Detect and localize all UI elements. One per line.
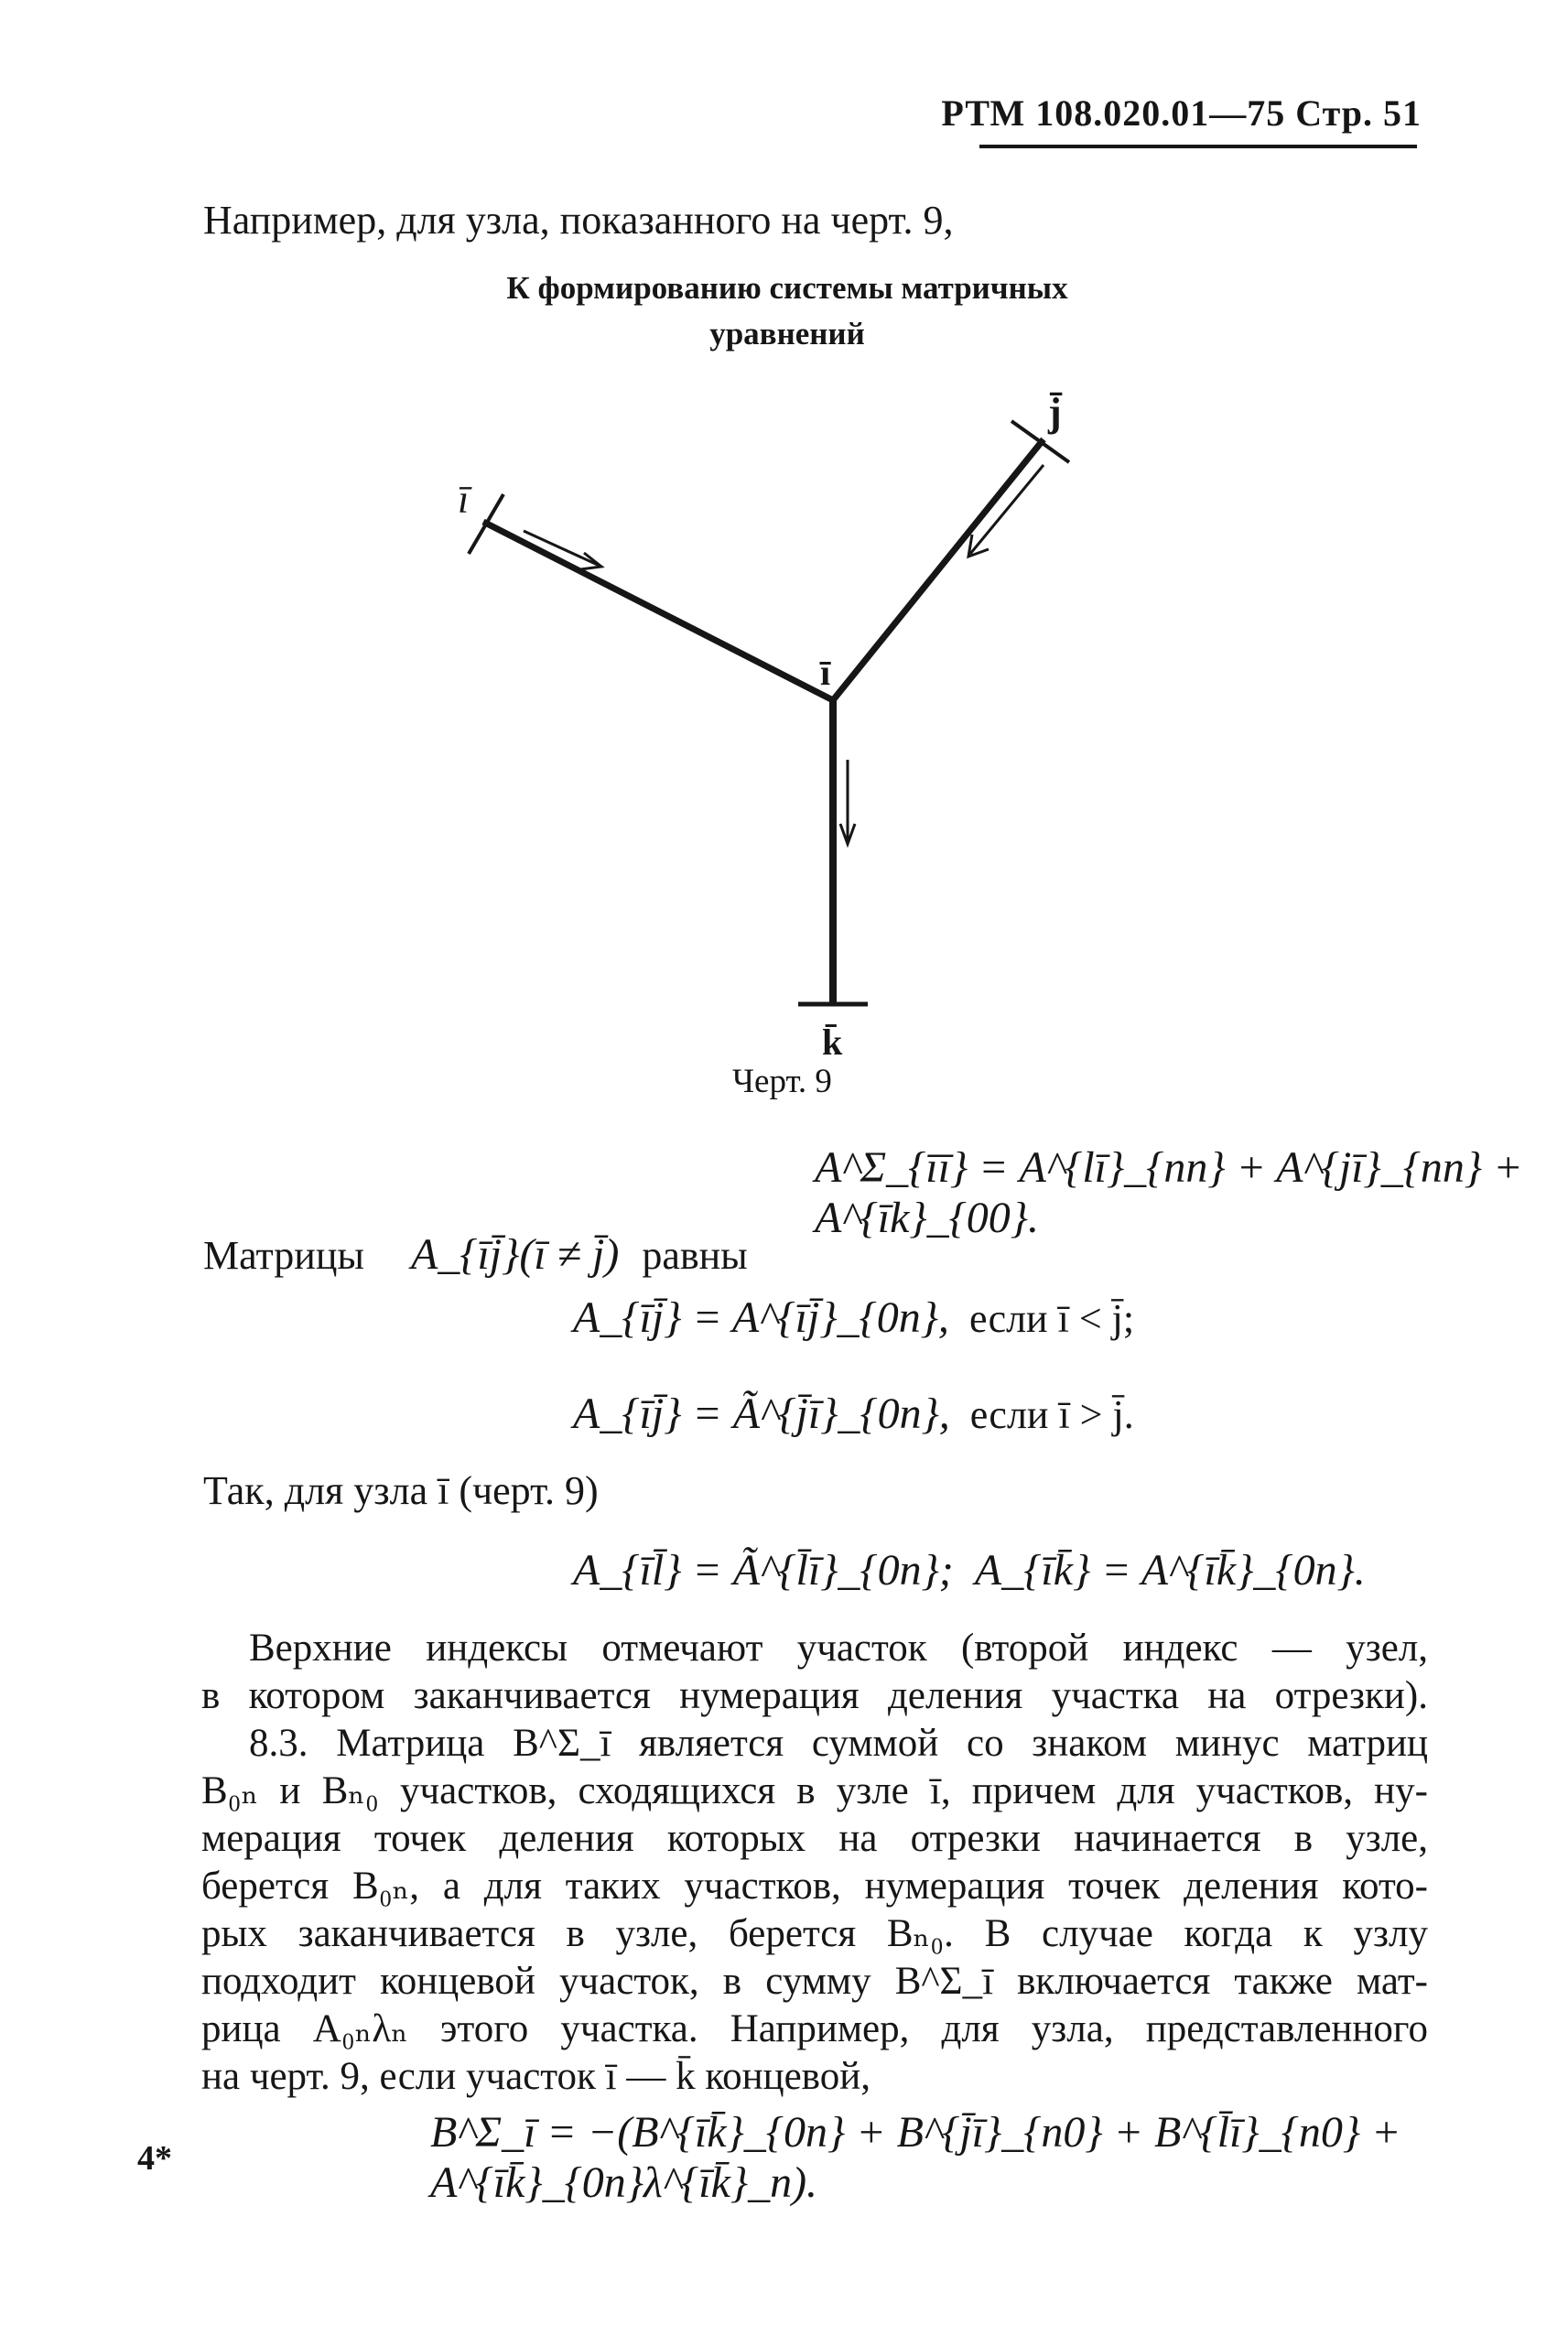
label-l: ī (458, 477, 470, 522)
matrices-expr: A_{īj̄}(ī ≠ j̄) (410, 1230, 620, 1279)
body-line-5: мерация точек деления которых на отрезки начинается в узле, (201, 1817, 1428, 1860)
matrices-prefix: Матрицы (203, 1233, 364, 1278)
body-line-9: рица A₀ₙλₙ этого участка. Например, для узла, представленного (201, 2007, 1428, 2050)
formula-5: B^Σ_ī = −(B^{īk̄}_{0n} + B^{j̄ī}_{n0} + B^{l̄ī}_{n0} + A^{īk̄}_{0n}λ^{īk̄}_n). (430, 2108, 1401, 2207)
formula-3-condition: если ī > j̄. (969, 1392, 1134, 1437)
label-k: k̄ (822, 1022, 843, 1062)
body-line-1: Верхние индексы отмечают участок (второй индекс — узел, (249, 1627, 1428, 1670)
branch-j (833, 439, 1044, 700)
body-line-4: B₀ₙ и Bₙ₀ участков, сходящихся в узле ī, причем для участков, ну- (201, 1769, 1428, 1812)
body-line-10: на черт. 9, если участок ī — k̄ концевой, (201, 2055, 871, 2098)
header-rule (979, 145, 1417, 148)
formula-3-row (573, 1387, 1134, 1444)
body-line-6: берется B₀ₙ, а для таких участков, нумерация точек деления кото- (201, 1865, 1428, 1908)
formula-2: A_{īj̄} = A^{īj̄}_{0n}, (573, 1293, 949, 1342)
formula-3: A_{īj̄} = Ã^{j̄ī}_{0n}, (573, 1390, 950, 1438)
arrow-j (968, 465, 1044, 557)
so-for-node-text: Так, для узла ī (черт. 9) (203, 1468, 599, 1513)
body-line-2: в котором заканчивается нумерация деления участка на отрезки). (201, 1674, 1428, 1717)
formula-2-condition: если ī < j̄; (968, 1296, 1135, 1341)
page-signature: 4* (137, 2139, 172, 2178)
matrices-line (203, 1227, 748, 1284)
intro-text: Например, для узла, показанного на черт. 9, (203, 198, 954, 243)
label-j: j̄ (1048, 390, 1062, 435)
label-center: ī (820, 652, 831, 693)
figure-title-line2: уравнений (709, 316, 865, 351)
formula-2-row (573, 1291, 1134, 1347)
figure-title (421, 265, 1153, 357)
body-line-7: рых заканчивается в узле, берется Bₙ₀. В случае когда к узлу (201, 1912, 1428, 1955)
branch-l (483, 522, 833, 700)
body-line-8: подходит концевой участок, в сумму B^Σ_ī включается также мат- (201, 1960, 1428, 2003)
formula-4: A_{īl̄} = Ã^{l̄ī}_{0n}; A_{īk̄} = A^{īk̄}_{0n}. (573, 1546, 1366, 1595)
matrices-suffix: равны (642, 1233, 748, 1278)
figure-caption: Черт. 9 (732, 1063, 832, 1100)
body-line-3: 8.3. Матрица B^Σ_ī является суммой со знаком минус матриц (249, 1722, 1428, 1765)
figure-diagram (412, 366, 1144, 1062)
formula-1: A^Σ_{īī} = A^{lī}_{nn} + A^{jī}_{nn} + A^{īk}_{00}. (815, 1143, 1523, 1242)
arrow-k (840, 760, 855, 844)
figure-title-line1: К формированию системы матричных (506, 270, 1068, 306)
end-bar-l (469, 494, 503, 554)
page-header: РТМ 108.020.01—75 Стр. 51 (941, 92, 1422, 134)
